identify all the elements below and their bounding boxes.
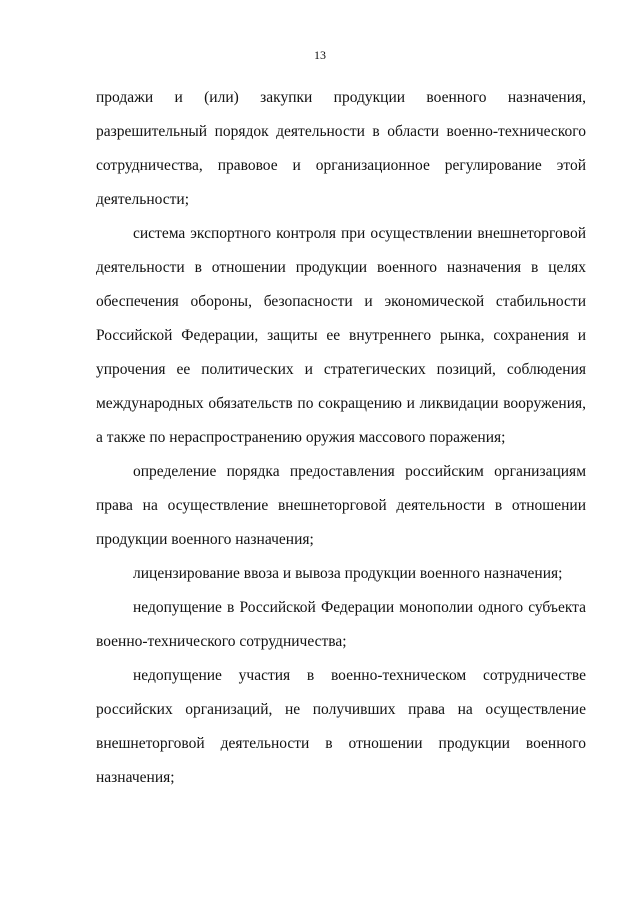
- text-line: недопущение в Российской Федерации монополии одного субъекта: [133, 599, 586, 616]
- text-line: упрочения ее политических и стратегических позиций, соблюдения: [96, 361, 586, 378]
- text-line: недопущение участия в военно-техническом сотрудничестве: [133, 667, 586, 684]
- text-line: внешнеторговой деятельности в отношении продукции военного: [96, 735, 586, 752]
- page-number: 13: [314, 48, 326, 62]
- text-line: а также по нераспространению оружия массового поражения;: [96, 429, 506, 446]
- text-line: сотрудничества, правовое и организационное регулирование этой: [96, 157, 586, 174]
- text-line: деятельности;: [96, 191, 190, 208]
- text-line: определение порядка предоставления российским организациям: [133, 463, 586, 480]
- text-line: лицензирование ввоза и вывоза продукции военного назначения;: [133, 565, 563, 582]
- text-line: Российской Федерации, защиты ее внутреннего рынка, сохранения и: [96, 327, 586, 344]
- text-line: продукции военного назначения;: [96, 531, 314, 548]
- text-line: назначения;: [96, 769, 175, 786]
- text-line: продажи и (или) закупки продукции военного назначения,: [96, 89, 586, 106]
- text-line: обеспечения обороны, безопасности и экономической стабильности: [96, 293, 586, 310]
- text-line: система экспортного контроля при осуществлении внешнеторговой: [133, 225, 586, 242]
- text-line: разрешительный порядок деятельности в области военно-технического: [96, 123, 586, 140]
- text-line: международных обязательств по сокращению и ликвидации вооружения,: [96, 395, 586, 412]
- text-line: российских организаций, не получивших права на осуществление: [96, 701, 586, 718]
- text-line: деятельности в отношении продукции военного назначения в целях: [96, 259, 586, 276]
- text-line: права на осуществление внешнеторговой деятельности в отношении: [96, 497, 586, 514]
- text-line: военно-технического сотрудничества;: [96, 633, 347, 650]
